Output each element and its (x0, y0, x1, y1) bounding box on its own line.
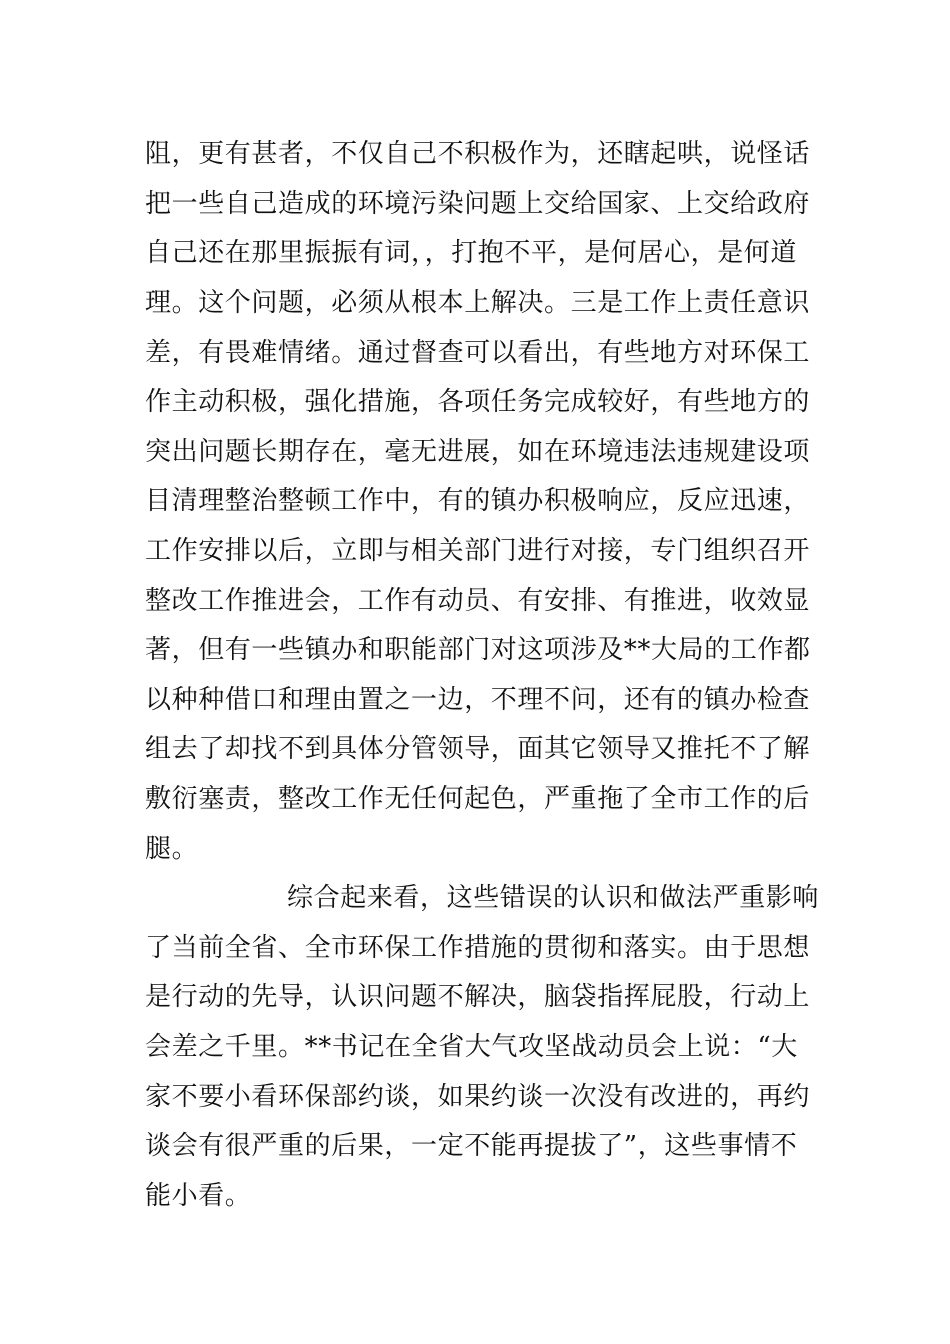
text-line: 差，有畏难情绪。通过督查可以看出，有些地方对环保工 (145, 338, 811, 368)
text-line: 自己还在那里振振有词，，打抱不平，是何居心，是何道 (145, 238, 798, 268)
text-line: 组去了却找不到具体分管领导，面其它领导又推托不了解 (145, 734, 811, 764)
text-line: 作主动积极，强化措施，各项任务完成较好，有些地方的 (145, 387, 811, 417)
text-line: 会差之千里。**书记在全省大气攻坚战动员会上说：“大 (145, 1032, 798, 1062)
text-line: 整改工作推进会，工作有动员、有安排、有推进，收效显 (145, 586, 811, 616)
text-line: 能小看。 (145, 1181, 252, 1211)
text-line: 腿。 (145, 834, 199, 864)
text-line: 谈会有很严重的后果，一定不能再提拔了”，这些事情不 (145, 1131, 798, 1161)
text-line: 以种种借口和理由置之一边，不理不问，还有的镇办检查 (145, 685, 811, 715)
paragraph-first-line: 综合起来看，这些错误的认识和做法严重影响 (287, 883, 820, 913)
text-line: 工作安排以后，立即与相关部门进行对接，专门组织召开 (145, 536, 811, 566)
text-line: 著，但有一些镇办和职能部门对这项涉及**大局的工作都 (145, 635, 811, 665)
text-line: 敷衍塞责，整改工作无任何起色，严重拖了全市工作的后 (145, 784, 811, 814)
text-line: 家不要小看环保部约谈，如果约谈一次没有改进的，再约 (145, 1082, 811, 1112)
text-line: 阻，更有甚者，不仅自己不积极作为，还瞎起哄，说怪话 (145, 139, 811, 169)
text-line: 理。这个问题，必须从根本上解决。三是工作上责任意识 (145, 288, 811, 318)
text-line: 把一些自己造成的环境污染问题上交给国家、上交给政府 (145, 189, 811, 219)
text-line: 是行动的先导，认识问题不解决，脑袋指挥屁股，行动上 (145, 982, 811, 1012)
text-line: 突出问题长期存在，毫无进展，如在环境违法违规建设项 (145, 437, 811, 467)
text-line: 了当前全省、全市环保工作措施的贯彻和落实。由于思想 (145, 933, 811, 963)
text-line: 目清理整治整顿工作中，有的镇办积极响应，反应迅速， (145, 486, 811, 516)
